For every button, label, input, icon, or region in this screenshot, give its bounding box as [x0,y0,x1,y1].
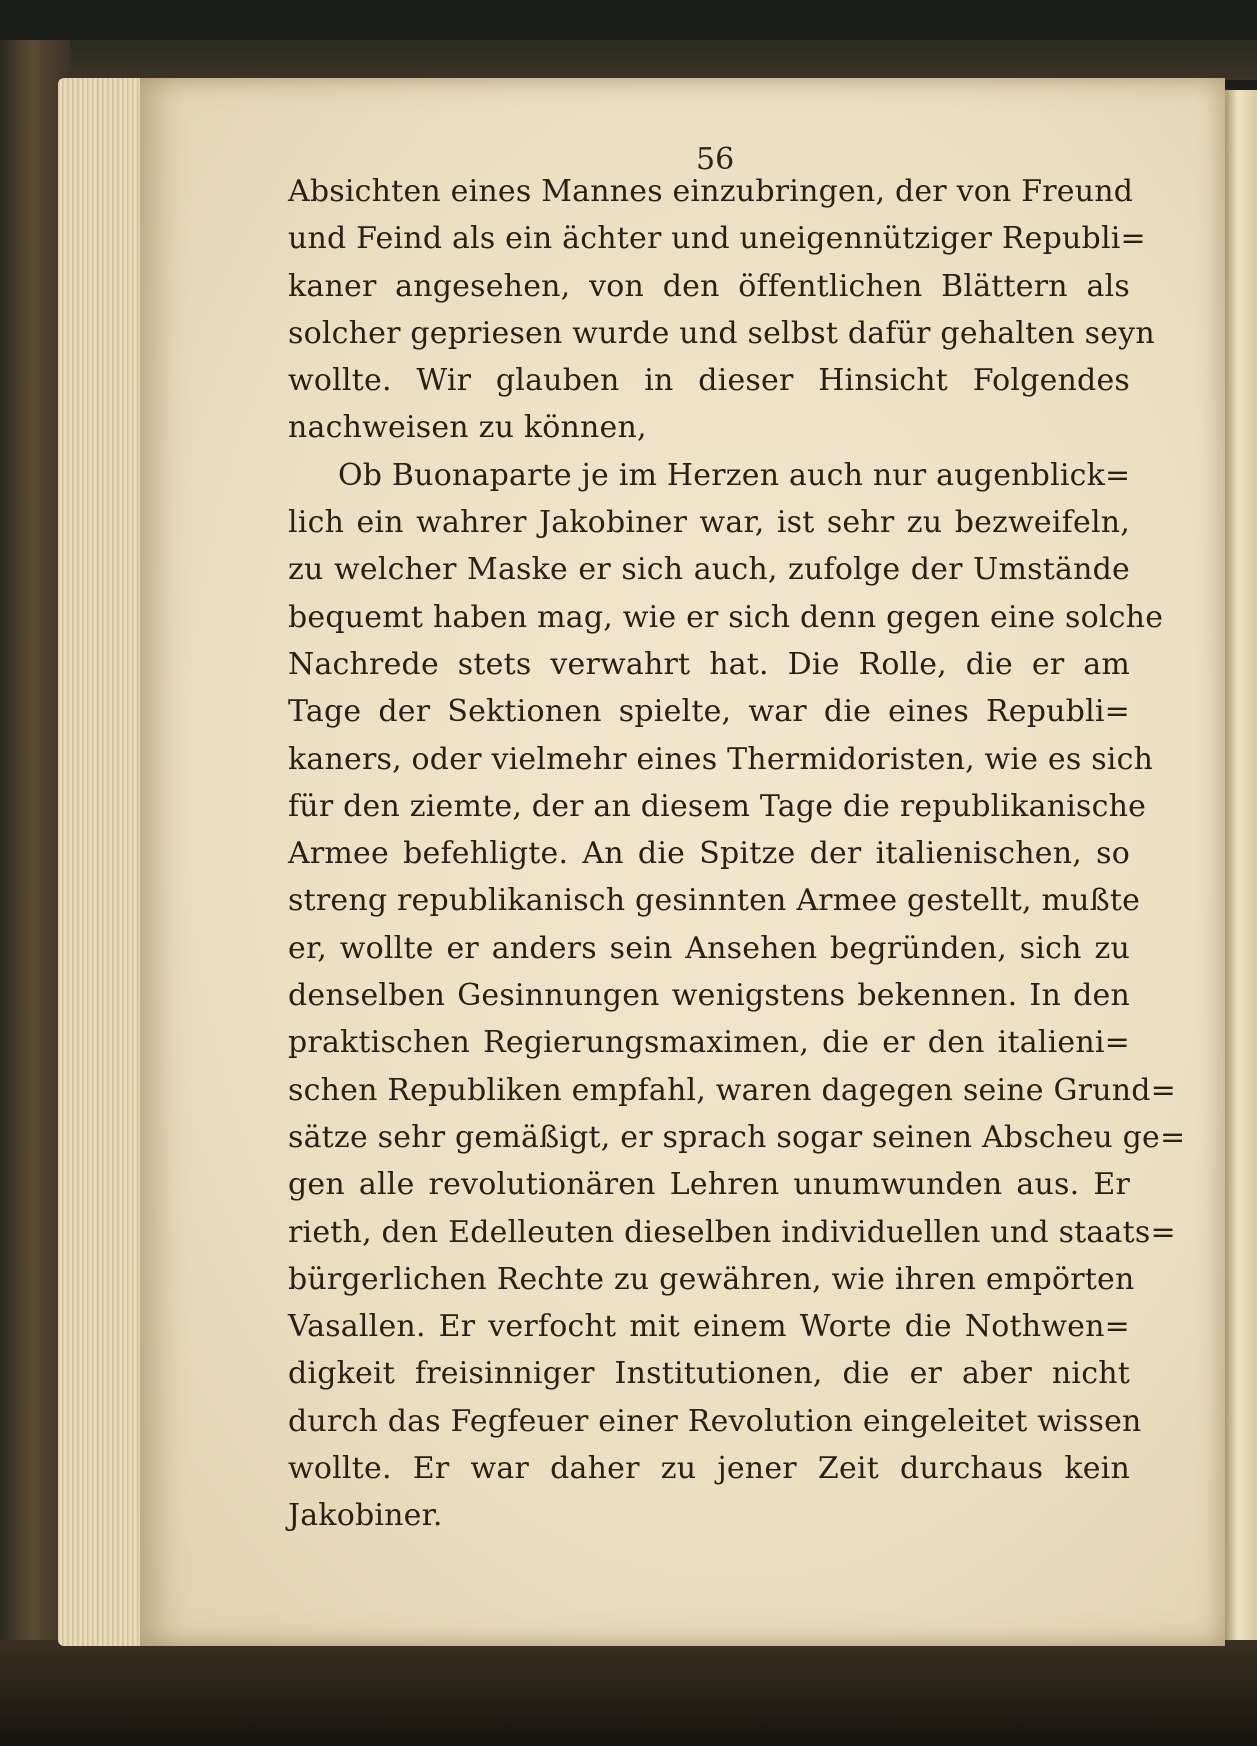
text-line: kaner angesehen, von den öffentlichen Blättern als [288,268,1130,304]
text-line: bequemt haben mag, wie er sich denn gegen eine solche [288,599,1164,635]
text-line: er, wollte er anders sein Ansehen begründen, sich zu [288,930,1130,966]
text-line: Jakobiner. [288,1498,443,1534]
text-line: digkeit freisinniger Institutionen, die er aber nicht [288,1356,1130,1392]
text-line: Vasallen. Er verfocht mit einem Worte die Nothwen= [288,1309,1130,1345]
text-line: kaners, oder vielmehr eines Thermidoristen, wie es sich [288,741,1154,777]
text-line: praktischen Regierungsmaximen, die er den italieni= [288,1025,1130,1061]
text-line: sätze sehr gemäßigt, er sprach sogar seinen Abscheu ge= [288,1119,1186,1155]
text-line: wollte. Er war daher zu jener Zeit durchaus kein [288,1451,1130,1487]
text-line: gen alle revolutionären Lehren unumwunden aus. Er [288,1167,1130,1203]
text-line: Tage der Sektionen spielte, war die eines Republi= [288,694,1130,730]
text-line: denselben Gesinnungen wenigstens bekennen. In den [288,978,1130,1014]
book-cover-bottom [0,1640,1257,1746]
text-line: bürgerlichen Rechte zu gewähren, wie ihren empörten [288,1261,1135,1297]
page-text [288,168,1186,1540]
book-cover-top [0,40,1257,80]
text-line: rieth, den Edelleuten dieselben individuellen und staats= [288,1214,1176,1250]
text-line: durch das Fegfeuer einer Revolution eingeleitet wissen [288,1403,1142,1439]
text-line: Absichten eines Mannes einzubringen, der von Freund [288,174,1134,209]
text-line: streng republikanisch gesinnten Armee gestellt, mußte [288,883,1141,919]
text-line: für den ziemte, der an diesem Tage die republikanische [288,788,1147,824]
text-line: schen Republiken empfahl, waren dagegen seine Grund= [288,1072,1176,1108]
text-line: wollte. Wir glauben in dieser Hinsicht Folgendes [288,363,1130,399]
text-line: Armee befehligte. An die Spitze der italienischen, so [288,836,1130,872]
text-line: und Feind als ein ächter und uneigennütziger Republi= [288,221,1146,257]
page-number: 56 [696,142,735,177]
text-line: nachweisen zu können, [288,410,647,446]
facing-page-edge [1225,90,1257,1640]
text-line: lich ein wahrer Jakobiner war, ist sehr zu bezweifeln, [288,505,1130,541]
text-line: zu welcher Maske er sich auch, zufolge der Umstände [288,552,1130,588]
text-line: solcher gepriesen wurde und selbst dafür gehalten seyn [288,315,1155,351]
text-line: Nachrede stets verwahrt hat. Die Rolle, die er am [288,646,1130,682]
text-line: Ob Buonaparte je im Herzen auch nur augenblick= [338,457,1131,493]
